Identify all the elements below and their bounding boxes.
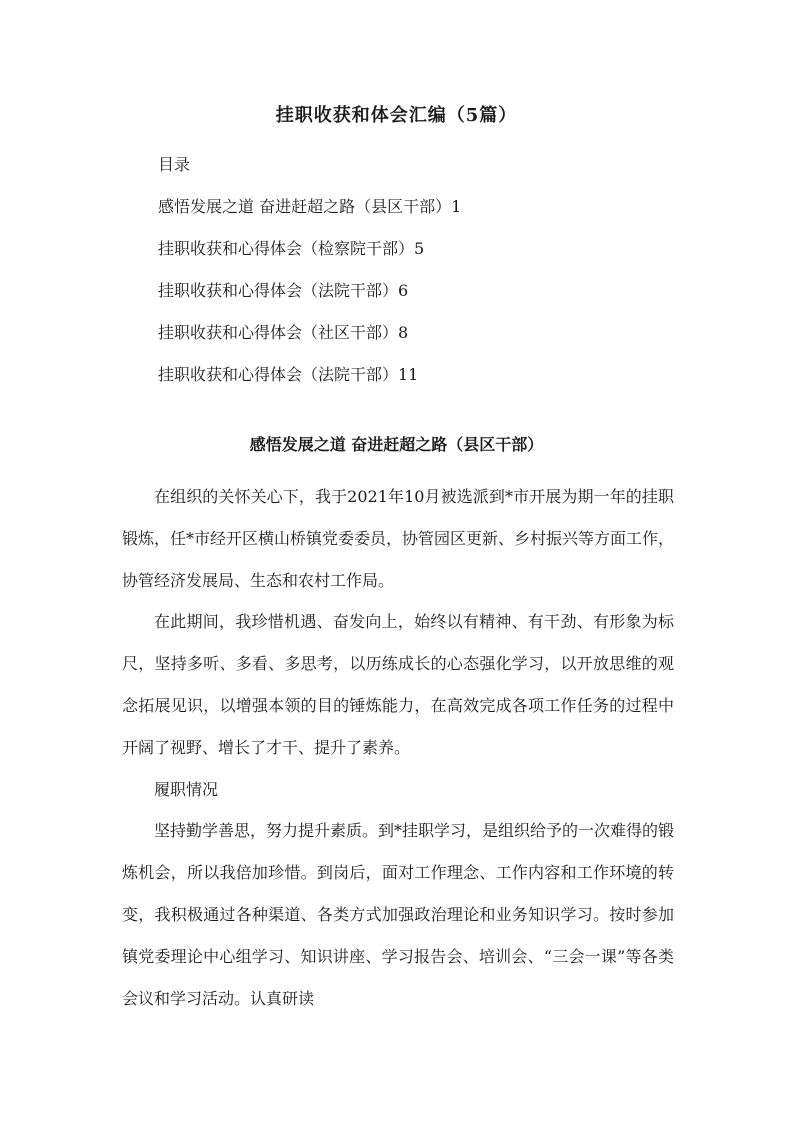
subsection-heading: 履职情况 bbox=[154, 779, 219, 799]
table-of-contents bbox=[158, 144, 461, 396]
toc-item: 挂职收获和心得体会（法院干部）11 bbox=[158, 365, 419, 384]
body-paragraph: 在此期间，我珍惜机遇、奋发向上，始终以有精神、有干劲、有形象为标尺，坚持多听、多看、多思考，以历练成长的心态强化学习，以开放思维的观念拓展见识，以增强本领的目的锤炼能力，在高效完成各项工作任务的过程中开阔了视野、增长了才干、提升了素养。 bbox=[122, 612, 674, 757]
toc-item: 挂职收获和心得体会（法院干部）6 bbox=[158, 281, 409, 300]
body-paragraph: 坚持勤学善思，努力提升素质。到*挂职学习，是组织给予的一次难得的锻炼机会，所以我倍加珍惜。到岗后，面对工作理念、工作内容和工作环境的转变，我积极通过各种渠道、各类方式加强政治理论和业务知识学习。按时参加镇党委理论中心组学习、知识讲座、学习报告会、培训会、“三会一课”等各类会议和学习活动。认真研读 bbox=[122, 821, 675, 1008]
document-title: 挂职收获和体会汇编（5篇） bbox=[275, 105, 518, 126]
article-body bbox=[122, 476, 674, 1019]
body-paragraph: 在组织的关怀关心下，我于2021年10月被选派到*市开展为期一年的挂职锻炼，任*市经开区横山桥镇党委委员，协管园区更新、乡村振兴等方面工作，协管经济发展局、生态和农村工作局。 bbox=[122, 487, 675, 590]
toc-item: 挂职收获和心得体会（社区干部）8 bbox=[158, 323, 409, 342]
toc-heading: 目录 bbox=[158, 155, 191, 174]
toc-list bbox=[158, 186, 461, 396]
section-title: 感悟发展之道 奋进赶超之路（县区干部） bbox=[249, 435, 544, 454]
toc-item: 感悟发展之道 奋进赶超之路（县区干部）1 bbox=[158, 197, 462, 216]
toc-item: 挂职收获和心得体会（检察院干部）5 bbox=[158, 239, 425, 258]
